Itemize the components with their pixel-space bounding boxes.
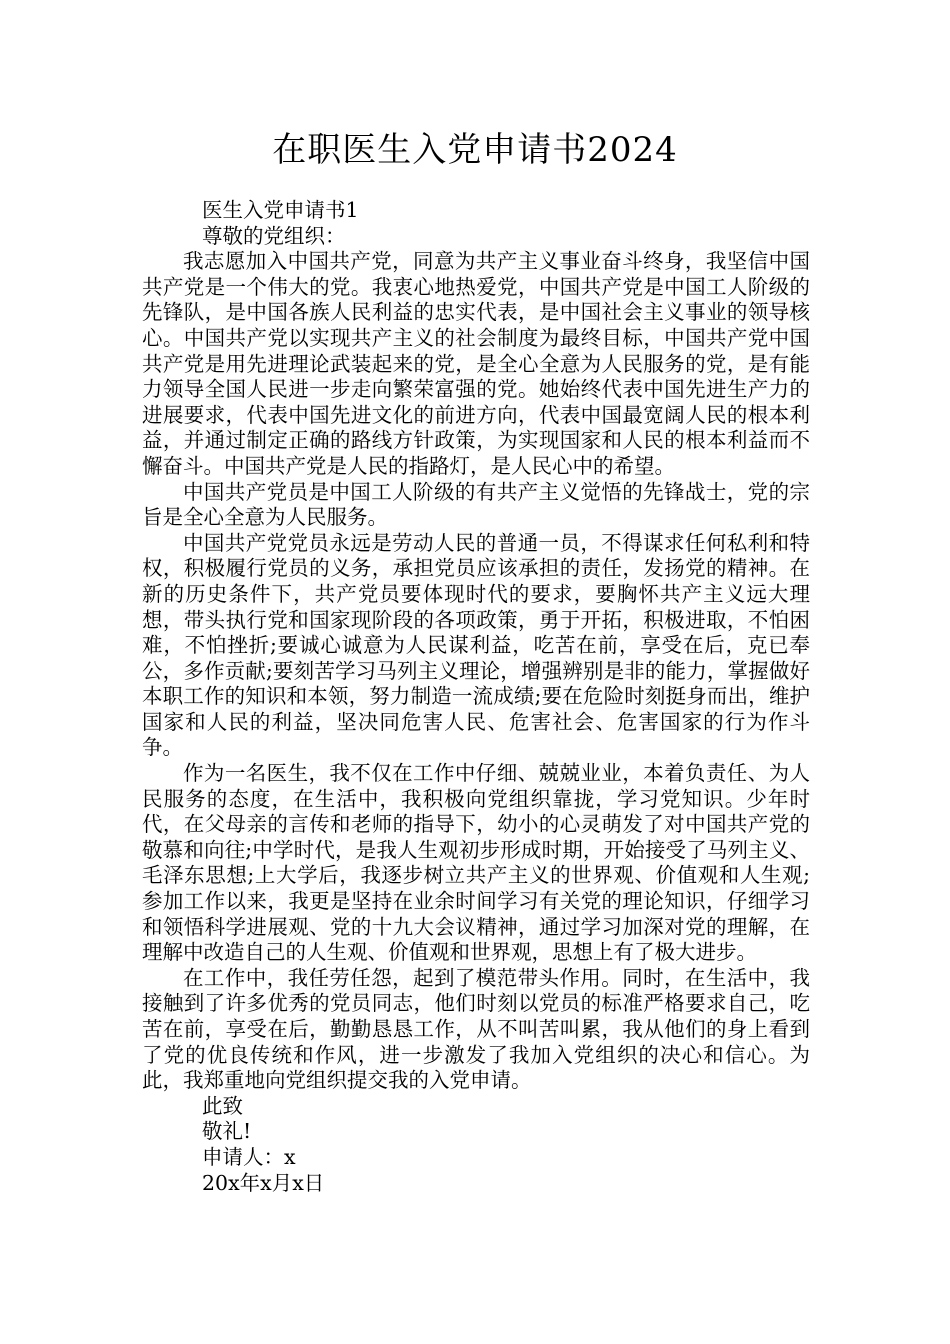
salutation: 尊敬的党组织： (202, 223, 346, 248)
document-subtitle: 医生入党申请书1 (202, 198, 359, 222)
date-line: 20x年x月x日 (202, 1170, 325, 1195)
regards-line: 敬礼! (202, 1119, 252, 1144)
paragraph-1: 我志愿加入中国共产党，同意为共产主义事业奋斗终身，我坚信中国共产党是一个伟大的党。我衷心地热爱党，中国共产党是中国工人阶级的先锋队，是中国各族人民利益的忠实代表，是中国社会主义事业的领导核心。中国共产党以实现共产主义的社会制度为最终目标，中国共产党中国共产党是用先进理论武装起来的党，是全心全意为人民服务的党，是有能力领导全国人民进一步走向繁荣富强的党。她始终代表中国先进生产力的进展要求，代表中国先进文化的前进方向，代表中国最宽阔人民的根本利益，并通过制定正确的路线方针政策，为实现国家和人民的根本利益而不懈奋斗。中国共产党是人民的指路灯，是人民心中的希望。 (142, 249, 810, 478)
document-title: 在职医生入党申请书2024 (272, 130, 678, 170)
closing-line: 此致 (202, 1093, 243, 1118)
paragraph-2: 中国共产党员是中国工人阶级的有共产主义觉悟的先锋战士，党的宗旨是全心全意为人民服务。 (142, 479, 810, 530)
document-body (142, 198, 810, 1196)
paragraph-4: 作为一名医生，我不仅在工作中仔细、兢兢业业，本着负责任、为人民服务的态度，在生活中，我积极向党组织靠拢，学习党知识。少年时代，在父母亲的言传和老师的指导下，幼小的心灵萌发了对中国共产党的敬慕和向往;中学时代，是我人生观初步形成时期，开始接受了马列主义、毛泽东思想;上大学后，我逐步树立共产主义的世界观、价值观和人生观;参加工作以来，我更是坚持在业余时间学习有关党的理论知识，仔细学习和领悟科学进展观、党的十九大会议精神，通过学习加深对党的理解，在理解中改造自己的人生观、价值观和世界观，思想上有了极大进步。 (142, 761, 810, 965)
paragraph-3: 中国共产党党员永远是劳动人民的普通一员，不得谋求任何私利和特权，积极履行党员的义务，承担党员应该承担的责任，发扬党的精神。在新的历史条件下，共产党员要体现时代的要求，要胸怀共产主义远大理想，带头执行党和国家现阶段的各项政策，勇于开拓，积极进取，不怕困难，不怕挫折;要诚心诚意为人民谋利益，吃苦在前，享受在后，克已奉公，多作贡献;要刻苦学习马列主义理论，增强辨别是非的能力，掌握做好本职工作的知识和本领，努力制造一流成绩;要在危险时刻挺身而出，维护国家和人民的利益，坚决同危害人民、危害社会、危害国家的行为作斗争。 (142, 530, 810, 760)
applicant-line: 申请人：x (202, 1144, 296, 1169)
paragraph-5: 在工作中，我任劳任怨，起到了模范带头作用。同时，在生活中，我接触到了许多优秀的党员同志，他们时刻以党员的标准严格要求自己，吃苦在前，享受在后，勤勤恳恳工作，从不叫苦叫累，我从他们的身上看到了党的优良传统和作风，进一步激发了我加入党组织的决心和信心。为此，我郑重地向党组织提交我的入党申请。 (142, 965, 810, 1093)
